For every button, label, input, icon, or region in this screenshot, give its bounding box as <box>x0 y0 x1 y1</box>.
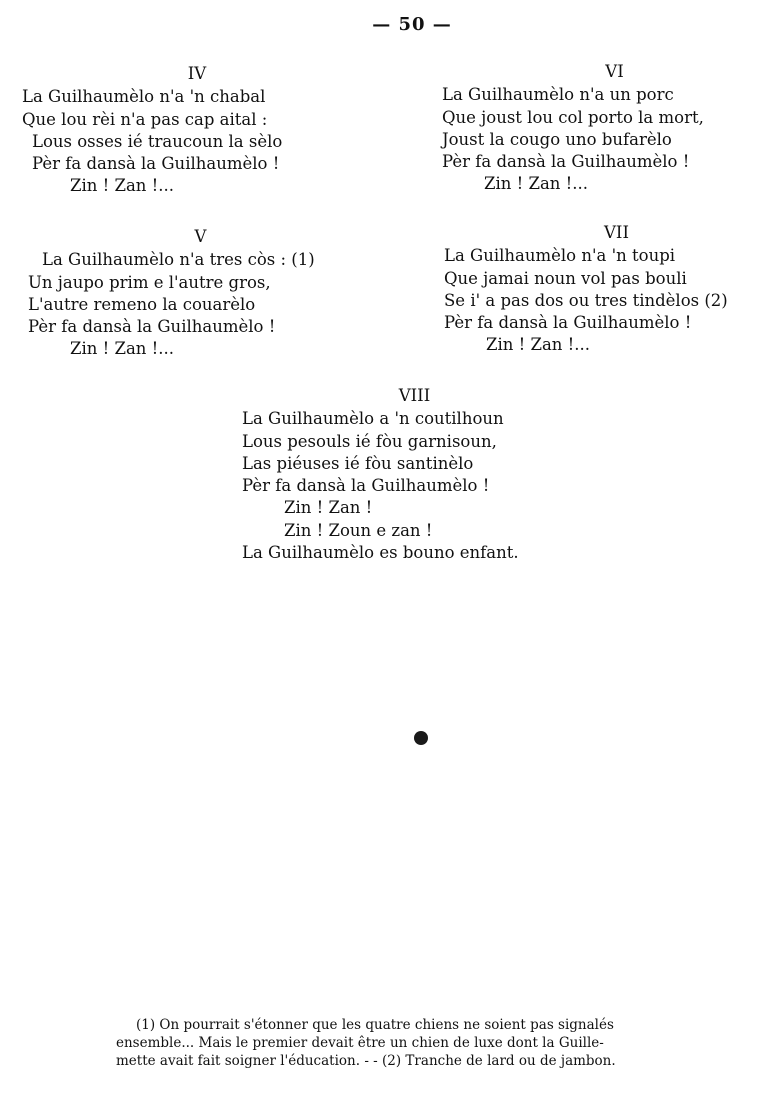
stanza-iv <box>22 63 382 198</box>
refrain-line: Zin ! Zan !... <box>70 176 175 196</box>
verse-line: La Guilhaumèlo n'a 'n chabal <box>22 87 266 107</box>
footnote <box>116 1016 736 1070</box>
refrain-line: Zin ! Zan !... <box>486 335 591 355</box>
verse-line: Pèr fa dansà la Guilhaumèlo ! <box>242 476 490 496</box>
verse-line: Pèr fa dansà la Guilhaumèlo ! <box>444 313 692 333</box>
verse-line: La Guilhaumèlo n'a tres còs : (1) <box>42 250 315 270</box>
footnote-line: (1) On pourrait s'étonner que les quatre chiens ne soient pas signalés <box>136 1017 614 1033</box>
verse-line: Se i' a pas dos ou tres tindèlos (2) <box>444 290 728 310</box>
verse-line: Lous pesouls ié fòu garnisoun, <box>242 431 497 451</box>
stanza-number: VII <box>604 223 629 242</box>
stanza-viii <box>242 385 602 564</box>
verse-line: Pèr fa dansà la Guilhaumèlo ! <box>28 317 276 337</box>
stanza-number: VIII <box>398 386 431 405</box>
verse-line: L'autre remeno la couarèlo <box>28 294 256 314</box>
verse-line: La Guilhaumèlo n'a 'n toupi <box>444 246 676 266</box>
verse-line: Pèr fa dansà la Guilhaumèlo ! <box>442 152 690 172</box>
stanza-number: VI <box>605 62 624 81</box>
verse-line: Que jamai noun vol pas bouli <box>444 268 687 288</box>
stanza-vi <box>442 61 772 196</box>
page-number: — 50 — <box>372 14 452 35</box>
stanza-number: IV <box>187 64 207 83</box>
refrain-line: Zin ! Zan !... <box>484 174 589 194</box>
verse-line: Pèr fa dansà la Guilhaumèlo ! <box>32 154 280 174</box>
stanza-vii <box>444 222 779 357</box>
verse-line: Que lou rèi n'a pas cap aital : <box>22 109 268 129</box>
ornament-dot-icon <box>414 731 428 745</box>
footnote-line: mette avait fait soigner l'éducation. - - (2) Tranche de lard ou de jambon. <box>116 1053 616 1069</box>
verse-line: La Guilhaumèlo n'a un porc <box>442 85 674 105</box>
stanza-v <box>28 226 388 361</box>
refrain-line: Zin ! Zoun e zan ! <box>284 520 433 540</box>
verse-line: Lous osses ié traucoun la sèlo <box>32 131 283 151</box>
footnote-line: ensemble... Mais le premier devait être un chien de luxe dont la Guille- <box>116 1035 604 1051</box>
refrain-line: Zin ! Zan !... <box>70 339 175 359</box>
closing-line: La Guilhaumèlo es bouno enfant. <box>242 543 519 563</box>
verse-line: La Guilhaumèlo a 'n coutilhoun <box>242 409 504 429</box>
verse-line: Que joust lou col porto la mort, <box>442 107 704 127</box>
verse-line: Un jaupo prim e l'autre gros, <box>28 272 271 292</box>
stanza-number: V <box>194 227 207 246</box>
refrain-line: Zin ! Zan ! <box>284 498 373 518</box>
verse-line: Las piéuses ié fòu santinèlo <box>242 453 474 473</box>
verse-line: Joust la cougo uno bufarèlo <box>442 129 672 149</box>
